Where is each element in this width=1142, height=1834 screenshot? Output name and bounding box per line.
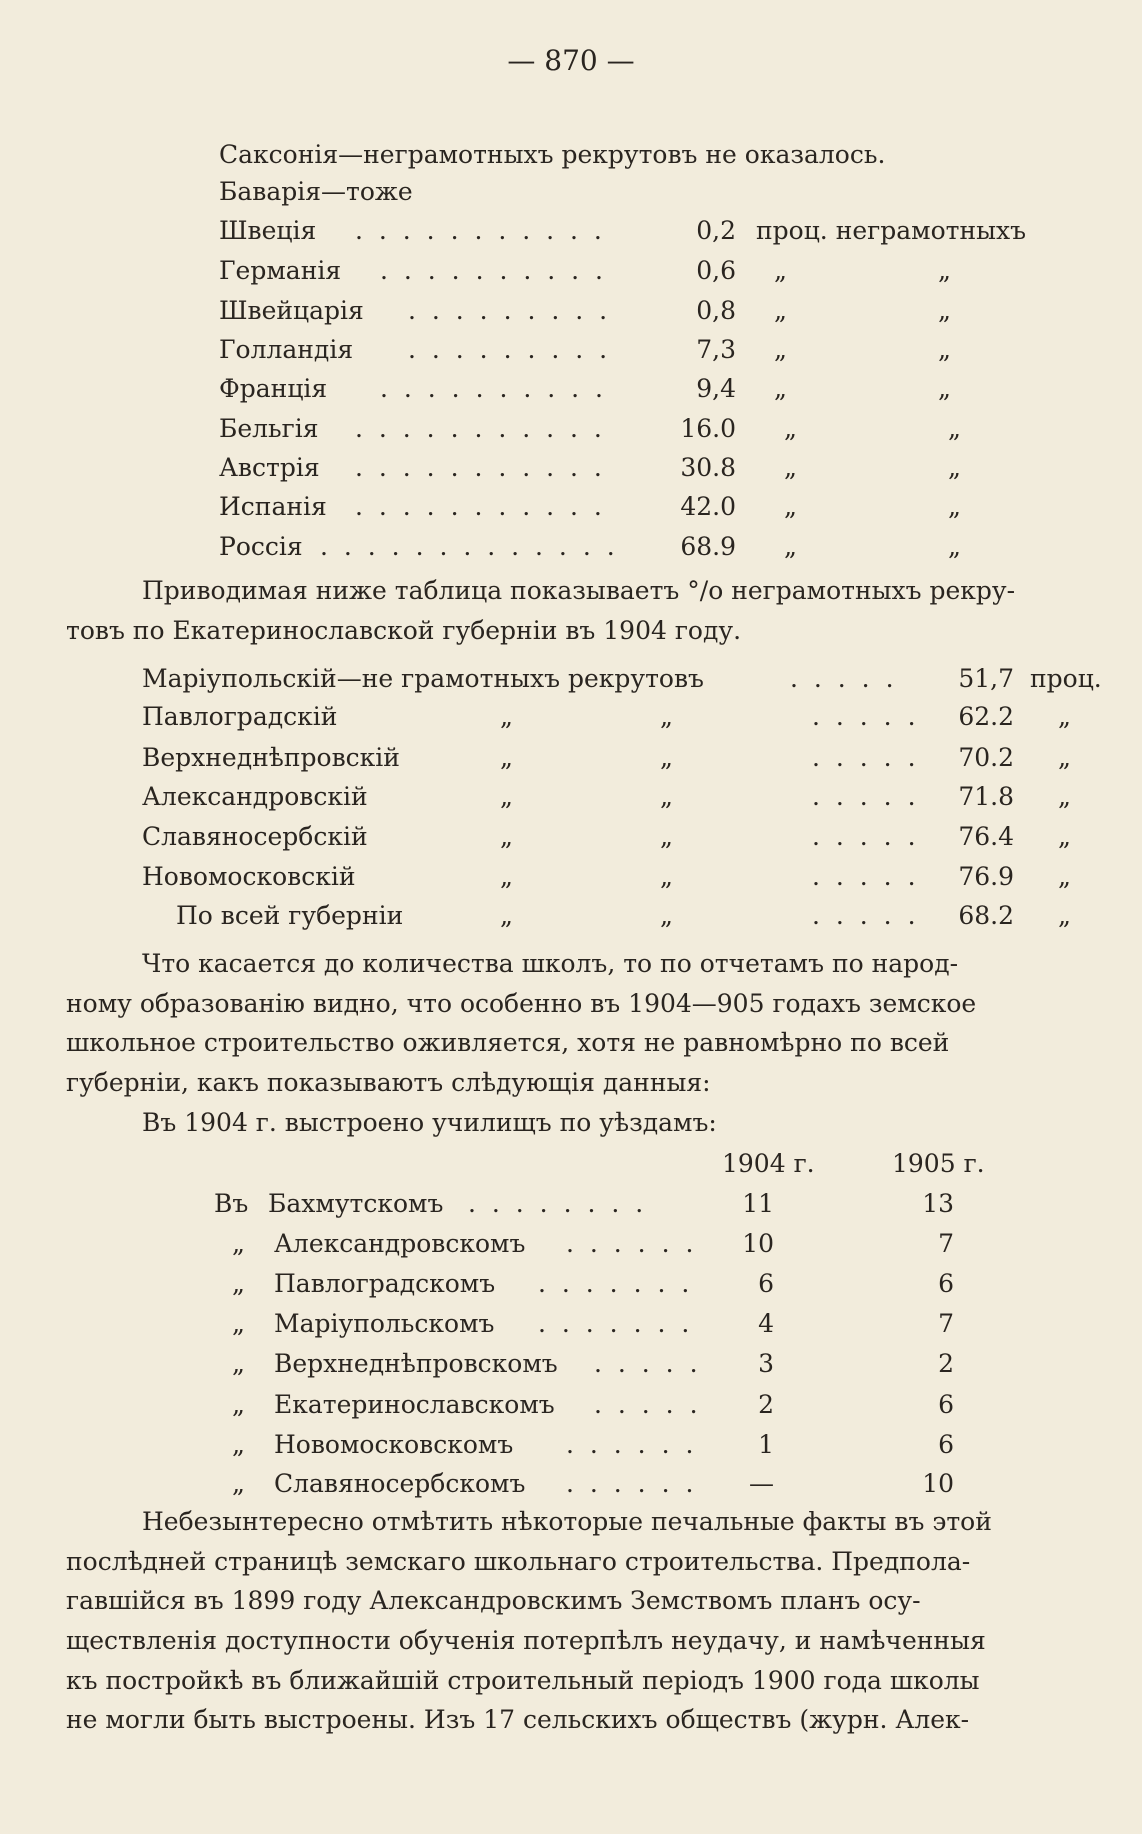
column-header-1904: 1904 г. bbox=[722, 1149, 815, 1178]
country-value: 30.8 bbox=[680, 453, 736, 482]
district-value: 51,7 bbox=[958, 664, 1014, 693]
country-unit: проц. неграмотныхъ bbox=[756, 216, 1027, 245]
leader-dots: . . . . . bbox=[594, 1349, 702, 1378]
country-value: 0,8 bbox=[696, 296, 736, 325]
leader-dots: . . . . . . . . . bbox=[408, 335, 612, 364]
leader-dots: . . . . . . . . . . . . . bbox=[320, 532, 619, 561]
ditto-mark: „ bbox=[1058, 822, 1071, 851]
ditto-mark: „ bbox=[938, 335, 951, 364]
country-value: 0,6 bbox=[696, 256, 736, 285]
district-value: 76.4 bbox=[958, 822, 1014, 851]
ditto-mark: „ bbox=[500, 862, 513, 891]
paragraph-line: Небезынтересно отмѣтить нѣкоторые печальные факты въ этой bbox=[142, 1507, 992, 1536]
ditto-mark: „ bbox=[774, 374, 787, 403]
leader-dots: . . . . . . . . . . . bbox=[355, 216, 606, 245]
country-name: Испанія bbox=[219, 492, 327, 521]
paragraph-line: ществленія доступности обученія потерпѣлъ неудачу, и намѣченныя bbox=[66, 1626, 986, 1655]
value-1905: 6 bbox=[938, 1269, 954, 1298]
row-prefix: „ bbox=[232, 1269, 245, 1298]
leader-dots: . . . . . bbox=[790, 664, 898, 693]
ditto-mark: „ bbox=[1058, 702, 1071, 731]
bavaria-line: Баварія—тоже bbox=[219, 177, 413, 206]
column-header-1905: 1905 г. bbox=[892, 1149, 985, 1178]
paragraph-line: къ постройкѣ въ ближайшій строительный періодъ 1900 года школы bbox=[66, 1666, 980, 1695]
district-name: По всей губерніи bbox=[176, 901, 404, 930]
country-name: Германія bbox=[219, 256, 342, 285]
uezd-name: Павлоградскомъ bbox=[274, 1269, 496, 1298]
ditto-mark: „ bbox=[500, 822, 513, 851]
country-name: Австрія bbox=[219, 453, 320, 482]
ditto-mark: „ bbox=[660, 743, 673, 772]
leader-dots: . . . . . . . bbox=[538, 1269, 694, 1298]
country-name: Бельгія bbox=[219, 414, 319, 443]
leader-dots: . . . . . bbox=[812, 782, 920, 811]
district-unit: проц. bbox=[1030, 664, 1102, 693]
value-1905: 13 bbox=[922, 1189, 954, 1218]
country-name: Голландія bbox=[219, 335, 354, 364]
value-1904: — bbox=[749, 1469, 774, 1498]
value-1904: 10 bbox=[742, 1229, 774, 1258]
district-name: Павлоградскій bbox=[142, 702, 338, 731]
value-1905: 6 bbox=[938, 1390, 954, 1419]
country-value: 9,4 bbox=[696, 374, 736, 403]
leader-dots: . . . . . bbox=[812, 822, 920, 851]
ditto-mark: „ bbox=[1058, 901, 1071, 930]
value-1904: 4 bbox=[758, 1309, 774, 1338]
row-prefix: „ bbox=[232, 1390, 245, 1419]
district-value: 71.8 bbox=[958, 782, 1014, 811]
uezd-name: Александровскомъ bbox=[274, 1229, 526, 1258]
leader-dots: . . . . . . . bbox=[538, 1309, 694, 1338]
country-value: 16.0 bbox=[680, 414, 736, 443]
row-prefix: „ bbox=[232, 1430, 245, 1459]
ditto-mark: „ bbox=[500, 743, 513, 772]
row-prefix: Въ bbox=[214, 1189, 249, 1218]
leader-dots: . . . . . bbox=[812, 743, 920, 772]
country-name: Франція bbox=[219, 374, 328, 403]
country-value: 7,3 bbox=[696, 335, 736, 364]
paragraph-line: ному образованію видно, что особенно въ 1904—905 годахъ земское bbox=[66, 989, 977, 1018]
row-prefix: „ bbox=[232, 1309, 245, 1338]
leader-dots: . . . . . . . . bbox=[468, 1189, 648, 1218]
ditto-mark: „ bbox=[1058, 782, 1071, 811]
district-name: Александровскій bbox=[142, 782, 368, 811]
country-value: 42.0 bbox=[680, 492, 736, 521]
country-name: Швеція bbox=[219, 216, 317, 245]
page-number: — 870 — bbox=[507, 44, 635, 77]
leader-dots: . . . . . . bbox=[566, 1469, 698, 1498]
value-1905: 6 bbox=[938, 1430, 954, 1459]
ditto-mark: „ bbox=[774, 296, 787, 325]
ditto-mark: „ bbox=[948, 414, 961, 443]
paragraph-line: Что касается до количества школъ, то по отчетамъ по народ- bbox=[142, 949, 959, 978]
paragraph-line: не могли быть выстроены. Изъ 17 сельскихъ обществъ (журн. Алек- bbox=[66, 1705, 970, 1734]
ditto-mark: „ bbox=[774, 335, 787, 364]
leader-dots: . . . . . . . . . . bbox=[380, 374, 607, 403]
leader-dots: . . . . . bbox=[594, 1390, 702, 1419]
paragraph-line: послѣдней страницѣ земскаго школьнаго строительства. Предпола- bbox=[66, 1547, 971, 1576]
uezd-name: Екатеринославскомъ bbox=[274, 1390, 555, 1419]
uezd-name: Верхнеднѣпровскомъ bbox=[274, 1349, 558, 1378]
ditto-mark: „ bbox=[660, 862, 673, 891]
ditto-mark: „ bbox=[1058, 743, 1071, 772]
value-1904: 3 bbox=[758, 1349, 774, 1378]
leader-dots: . . . . . bbox=[812, 702, 920, 731]
leader-dots: . . . . . . . . . . . bbox=[355, 414, 606, 443]
ditto-mark: „ bbox=[938, 296, 951, 325]
leader-dots: . . . . . . . . . . bbox=[380, 256, 607, 285]
country-name: Швейцарія bbox=[219, 296, 364, 325]
value-1905: 10 bbox=[922, 1469, 954, 1498]
district-name: Славяносербскій bbox=[142, 822, 368, 851]
uezd-name: Новомосковскомъ bbox=[274, 1430, 514, 1459]
paragraph-line: Приводимая ниже таблица показываетъ °/о неграмотныхъ рекру- bbox=[142, 576, 1016, 605]
ditto-mark: „ bbox=[1058, 862, 1071, 891]
ditto-mark: „ bbox=[948, 453, 961, 482]
country-name: Россія bbox=[219, 532, 303, 561]
ditto-mark: „ bbox=[774, 256, 787, 285]
value-1905: 7 bbox=[938, 1229, 954, 1258]
value-1904: 6 bbox=[758, 1269, 774, 1298]
leader-dots: . . . . . . bbox=[566, 1229, 698, 1258]
value-1905: 7 bbox=[938, 1309, 954, 1338]
district-name: Верхнеднѣпровскій bbox=[142, 743, 400, 772]
ditto-mark: „ bbox=[784, 492, 797, 521]
value-1904: 2 bbox=[758, 1390, 774, 1419]
district-label: Маріупольскій—не грамотныхъ рекрутовъ bbox=[142, 664, 704, 693]
paragraph-line: гавшійся въ 1899 году Александровскимъ Земствомъ планъ осу- bbox=[66, 1586, 921, 1615]
district-value: 68.2 bbox=[958, 901, 1014, 930]
row-prefix: „ bbox=[232, 1349, 245, 1378]
ditto-mark: „ bbox=[784, 532, 797, 561]
country-value: 68.9 bbox=[680, 532, 736, 561]
district-value: 70.2 bbox=[958, 743, 1014, 772]
ditto-mark: „ bbox=[500, 702, 513, 731]
ditto-mark: „ bbox=[938, 256, 951, 285]
saxony-line: Саксонія—неграмотныхъ рекрутовъ не оказалось. bbox=[219, 140, 886, 169]
row-prefix: „ bbox=[232, 1469, 245, 1498]
ditto-mark: „ bbox=[660, 901, 673, 930]
value-1905: 2 bbox=[938, 1349, 954, 1378]
district-value: 76.9 bbox=[958, 862, 1014, 891]
uezd-name: Славяносербскомъ bbox=[274, 1469, 526, 1498]
schools-intro: Въ 1904 г. выстроено училищъ по уѣздамъ: bbox=[142, 1108, 717, 1137]
value-1904: 1 bbox=[758, 1430, 774, 1459]
country-value: 0,2 bbox=[696, 216, 736, 245]
ditto-mark: „ bbox=[660, 782, 673, 811]
ditto-mark: „ bbox=[500, 901, 513, 930]
paragraph-line: товъ по Екатеринославской губерніи въ 1904 году. bbox=[66, 616, 742, 645]
value-1904: 11 bbox=[742, 1189, 774, 1218]
leader-dots: . . . . . . bbox=[566, 1430, 698, 1459]
ditto-mark: „ bbox=[948, 492, 961, 521]
ditto-mark: „ bbox=[784, 414, 797, 443]
leader-dots: . . . . . . . . . . . bbox=[355, 453, 606, 482]
uezd-name: Бахмутскомъ bbox=[268, 1189, 444, 1218]
ditto-mark: „ bbox=[784, 453, 797, 482]
uezd-name: Маріупольскомъ bbox=[274, 1309, 495, 1338]
ditto-mark: „ bbox=[938, 374, 951, 403]
leader-dots: . . . . . bbox=[812, 862, 920, 891]
district-value: 62.2 bbox=[958, 702, 1014, 731]
paragraph-line: школьное строительство оживляется, хотя не равномѣрно по всей bbox=[66, 1028, 950, 1057]
ditto-mark: „ bbox=[948, 532, 961, 561]
district-name: Новомосковскій bbox=[142, 862, 356, 891]
leader-dots: . . . . . . . . . bbox=[408, 296, 612, 325]
ditto-mark: „ bbox=[660, 822, 673, 851]
leader-dots: . . . . . . . . . . . bbox=[355, 492, 606, 521]
ditto-mark: „ bbox=[660, 702, 673, 731]
ditto-mark: „ bbox=[500, 782, 513, 811]
paragraph-line: губерніи, какъ показываютъ слѣдующія данныя: bbox=[66, 1068, 711, 1097]
leader-dots: . . . . . bbox=[812, 901, 920, 930]
row-prefix: „ bbox=[232, 1229, 245, 1258]
